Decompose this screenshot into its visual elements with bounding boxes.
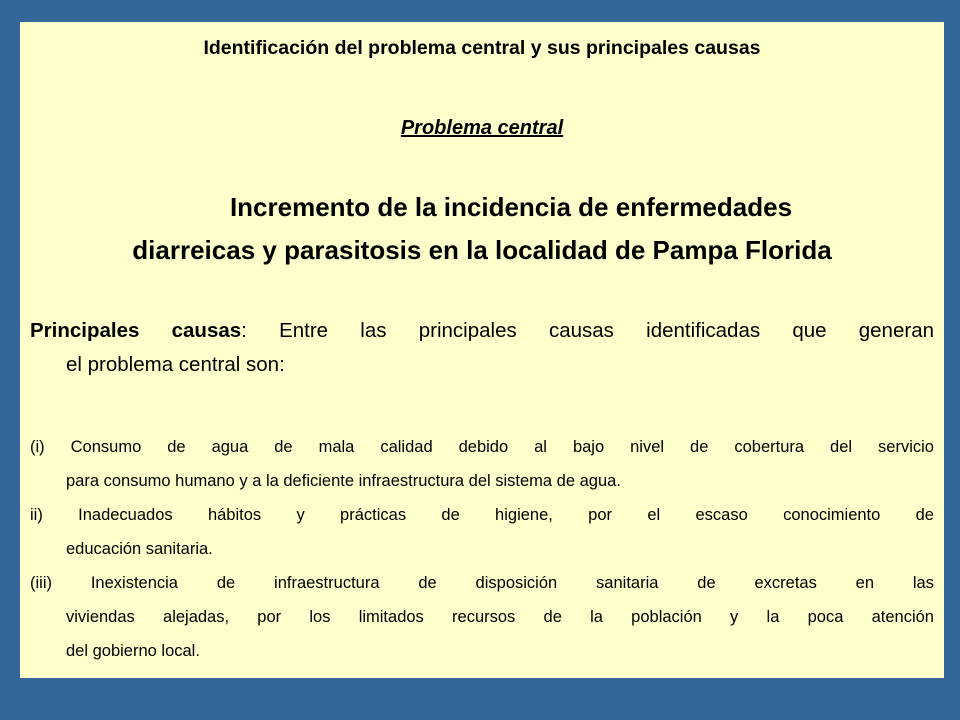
cause-line: ii) Inadecuados hábitos y prácticas de higiene, por el escaso conocimiento de xyxy=(30,506,934,524)
cause-line: para consumo humano y a la deficiente infraestructura del sistema de agua. xyxy=(66,472,621,490)
cause-item xyxy=(30,566,934,668)
causes-intro xyxy=(30,314,934,382)
causes-intro-line-2: el problema central son: xyxy=(66,353,285,376)
cause-line: educación sanitaria. xyxy=(66,540,213,558)
section-heading: Problema central xyxy=(400,117,564,139)
cause-line: viviendas alejadas, por los limitados recursos de la población y la poca atención xyxy=(66,608,934,626)
cause-line: (iii) Inexistencia de infraestructura de disposición sanitaria de excretas en las xyxy=(30,574,934,592)
central-problem-line-1: Incremento de la incidencia de enfermedades xyxy=(229,192,793,222)
causes-intro-text: : Entre las principales causas identificadas que generan xyxy=(241,319,934,342)
central-problem xyxy=(20,186,944,272)
causes-list xyxy=(30,430,934,668)
cause-item xyxy=(30,430,934,498)
content-panel xyxy=(20,22,944,678)
causes-label: Principales causas xyxy=(30,319,242,342)
cause-line: (i) Consumo de agua de mala calidad debido al bajo nivel de cobertura del servicio xyxy=(30,438,934,456)
central-problem-line-2: diarreicas y parasitosis en la localidad de Pampa Florida xyxy=(132,235,832,265)
cause-item xyxy=(30,498,934,566)
cause-line: del gobierno local. xyxy=(66,642,200,660)
causes-intro-line-1 xyxy=(30,314,934,348)
page-title: Identificación del problema central y sus principales causas xyxy=(203,37,761,59)
